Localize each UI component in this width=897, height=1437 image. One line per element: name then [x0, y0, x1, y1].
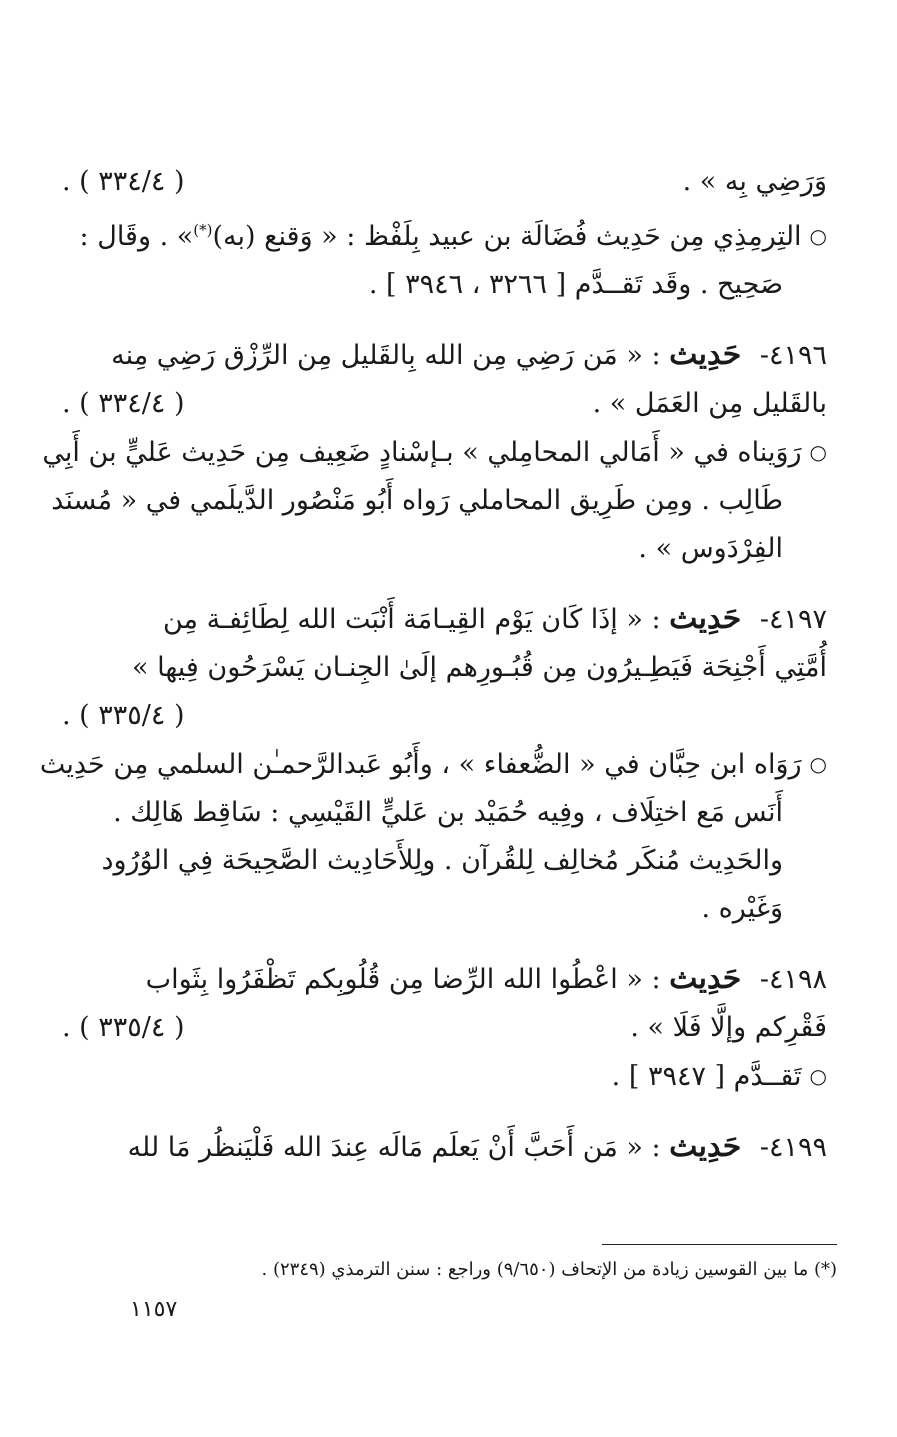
circle-bullet-icon: ○	[809, 1064, 827, 1088]
hadith-text: وَرَضِي بِه » .	[682, 166, 827, 197]
note-line	[62, 261, 827, 309]
note-text: وَغَيْره .	[701, 893, 783, 924]
note-line	[39, 740, 827, 789]
hadith-line	[62, 1004, 827, 1052]
note-line	[62, 206, 827, 261]
hadith-text: فَقْرِكم وإلَّا فَلَا » .	[630, 1012, 827, 1043]
note-text: صَحِيح . وقَد تَقــدَّم [ ٣٢٦٦ ، ٣٩٤٦ ] .	[368, 269, 783, 300]
hadith-line	[62, 595, 827, 644]
note-text: أَنَس مَع اختِلَاف ، وفِيه حُمَيْد بن عَليٍّ القَيْسِي : سَاقِط هَالِك .	[113, 797, 783, 828]
hadith-line	[62, 380, 827, 428]
hadith-line	[62, 331, 827, 380]
footnote: (*) ما بين القوسين زيادة من الإتحاف (٩/٦٥٠) وراجع : سنن الترمذي (٢٣٤٩) .	[261, 1259, 837, 1280]
entry-continuation	[62, 158, 827, 309]
note-text: الفِرْدَوس » .	[638, 533, 783, 564]
hadith-line	[62, 644, 827, 692]
note-line	[42, 428, 827, 477]
hadith-text: : « اعْطُوا الله الرِّضا مِن قُلُوبِكم تَظْفَرُوا بِثَواب	[145, 964, 661, 995]
hadith-text: : « مَن أَحَبَّ أَنْ يَعلَم مَالَه عِندَ الله فَلْيَنظُر مَا لله	[127, 1132, 661, 1163]
hadith-text: بالقَليل مِن العَمَل » .	[592, 388, 827, 419]
hadith-number: ٤١٩٨-	[759, 964, 827, 995]
note-line	[62, 837, 827, 885]
note-text: رَوَاه ابن حِبَّان في « الضُّعفاء » ، وأَبُو عَبدالرَّحمـٰن السلمي مِن حَدِيث	[39, 749, 802, 780]
hadith-line	[62, 1123, 827, 1172]
note-line	[51, 477, 827, 525]
source-reference: ( ٣٣٤/٤ ) .	[62, 166, 185, 197]
footnote-marker: (*)	[193, 221, 213, 239]
note-text: تَقــدَّم [ ٣٩٤٧ ] .	[611, 1061, 802, 1092]
hadith-heading: حَدِيث	[669, 601, 742, 636]
hadith-text: : « إذَا كَان يَوْم القِيـامَة أَنْبَت الله لِطَائِفـة مِن	[162, 604, 661, 635]
note-text: طَالِب . ومِن طَرِيق المحاملي رَواه أَبُو مَنْصُور الدَّيلَمي في « مُسنَد	[51, 485, 783, 516]
page-body	[39, 158, 827, 1172]
hadith-entry-4199	[62, 1123, 827, 1172]
circle-bullet-icon: ○	[809, 440, 827, 464]
hadith-number: ٤١٩٧-	[759, 604, 827, 635]
source-reference: ( ٣٣٤/٤ ) .	[62, 388, 185, 419]
note-line	[62, 1052, 827, 1101]
note-line	[62, 525, 827, 573]
hadith-text: أُمَّتِي أَجْنِحَة فَيَطِـيرُون مِن قُبُـورِهم إلَىٰ الجِنـان يَسْرَحُون فِيها »	[131, 652, 827, 683]
note-text: التِرمِذِي مِن حَدِيث فُضَالَة بن عبيد بِلَفْظ : « وَقنع (به)	[212, 221, 802, 252]
source-reference: ( ٣٣٥/٤ ) .	[62, 700, 185, 731]
hadith-line	[62, 692, 827, 740]
hadith-text: : « مَن رَضِي مِن الله بِالقَليل مِن الرِّزْق رَضِي مِنه	[111, 340, 661, 371]
circle-bullet-icon: ○	[809, 752, 827, 776]
hadith-heading: حَدِيث	[669, 337, 742, 372]
hadith-line	[62, 955, 827, 1004]
hadith-number: ٤١٩٦-	[759, 340, 827, 371]
page-number: ١١٥٧	[130, 1297, 178, 1322]
hadith-number: ٤١٩٩-	[759, 1132, 827, 1163]
hadith-heading: حَدِيث	[669, 1129, 742, 1164]
note-text: » . وقَال :	[79, 221, 194, 252]
source-reference: ( ٣٣٥/٤ ) .	[62, 1012, 185, 1043]
hadith-entry-4198	[62, 955, 827, 1101]
note-line	[62, 789, 827, 837]
note-text: والحَدِيث مُنكَر مُخالِف لِلقُرآن . ولِلأَحَادِيث الصَّحِيحَة فِي الوُرُود	[101, 845, 783, 876]
hadith-entry-4196	[42, 331, 827, 573]
hadith-entry-4197	[39, 595, 827, 933]
hadith-line	[62, 158, 827, 206]
note-line	[62, 885, 827, 933]
note-text: رَوَيناه في « أَمَالي المحامِلي » بـإسْنادٍ ضَعِيف مِن حَدِيث عَليٍّ بن أَبِي	[42, 437, 802, 468]
circle-bullet-icon: ○	[809, 224, 827, 248]
hadith-heading: حَدِيث	[669, 961, 742, 996]
footnote-divider	[602, 1244, 837, 1245]
